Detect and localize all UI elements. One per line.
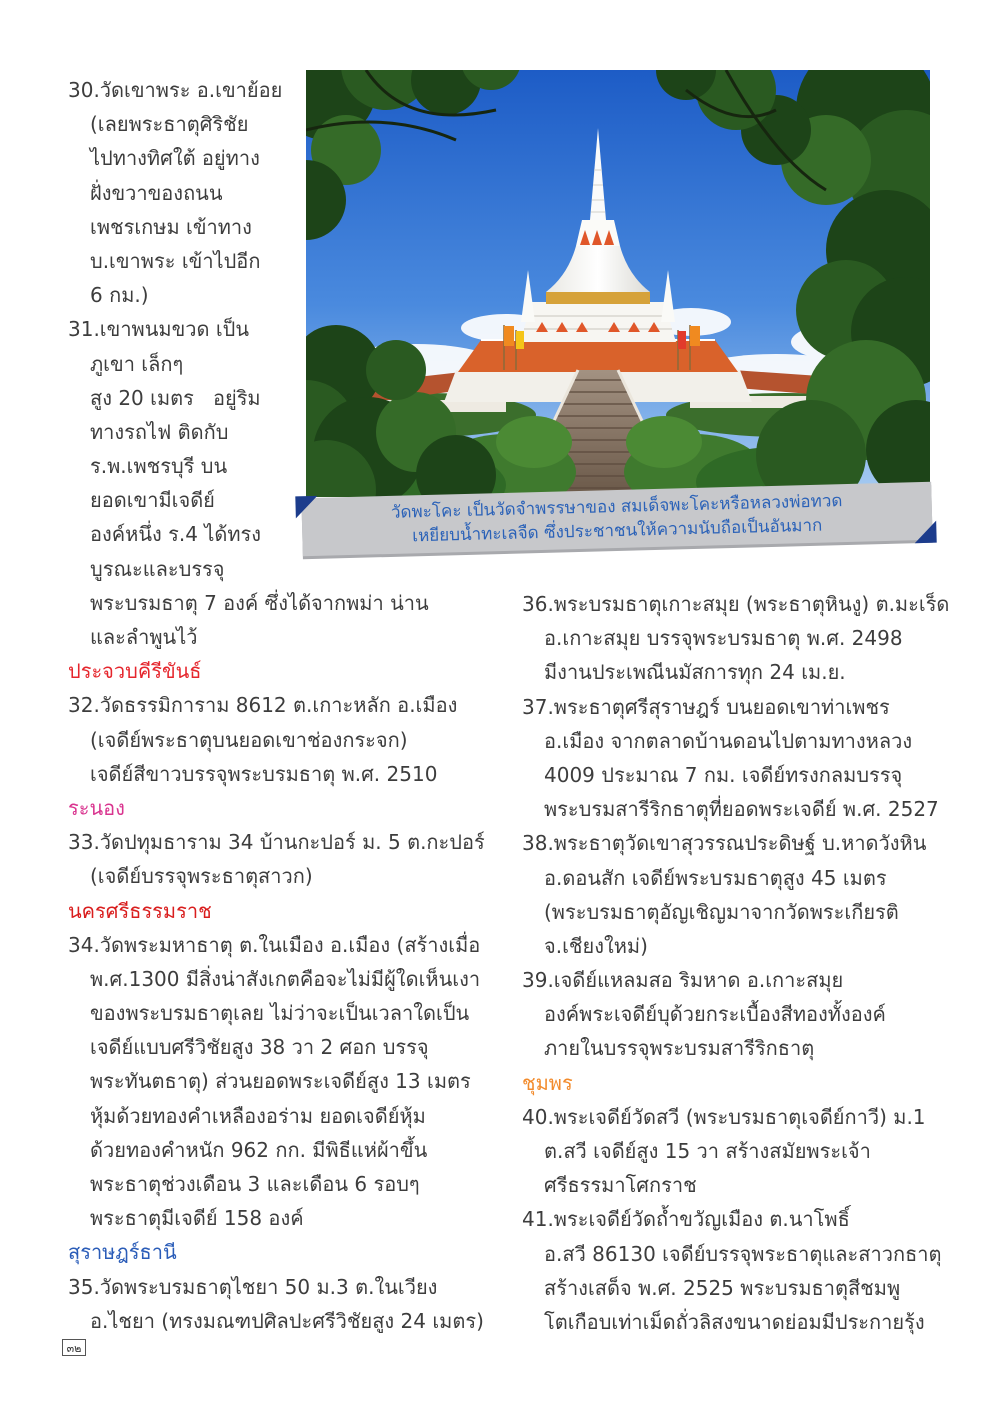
entry-title-line: 35.วัดพระบรมธาตุไชยา 50 ม.3 ต.ในเวียง [68, 1274, 438, 1299]
entry-text-line: อ.เมือง จากตลาดบ้านดอนไปตามทางหลวง [544, 728, 913, 753]
entry-title-line: 38.พระธาตุวัดเขาสุวรรณประดิษฐ์ บ.หาดวังหิน [522, 831, 927, 856]
entry-item [68, 1270, 488, 1338]
caption-line: วัดพะโคะ เป็นวัดจำพรรษาของ สมเด็จพะโคะหรือหลวงพ่อทวด [390, 491, 843, 523]
caption-line: เหยียบน้ำทะเลจืด ซึ่งประชาชนให้ความนับถือเป็นอันมาก [412, 515, 823, 547]
right-column [522, 587, 950, 1339]
entry-text-line: พระบรมสารีริกธาตุที่ยอดพระเจดีย์ พ.ศ. 2527 [544, 797, 939, 822]
entry-item [68, 928, 488, 1236]
entry-text-line: ร.พ.เพชรบุรี บน [90, 454, 228, 479]
entry-text-line: ภายในบรรจุพระบรมสารีริกธาตุ [544, 1036, 815, 1061]
entry-text-line: ทางรถไฟ ติดกับ [90, 419, 229, 444]
entry-text-line: (เจดีย์บรรจุพระธาตุสาวก) [90, 864, 313, 889]
entry-title-line: 39.เจดีย์แหลมสอ ริมหาด อ.เกาะสมุย [522, 968, 844, 993]
entry-text-line: 6 กม.) [90, 283, 149, 308]
entry-text-line: มีงานประเพณีนมัสการทุก 24 เม.ย. [544, 660, 846, 685]
entry-text-line: (เลยพระธาตุศิริชัย [90, 112, 249, 137]
entry-text-line: ศรีธรรมาโศกราช [544, 1173, 697, 1198]
temple-photo [306, 70, 930, 497]
entry-text-line: เพชรเกษม เข้าทาง [90, 214, 252, 239]
province-heading: สุราษฎร์ธานี [68, 1240, 177, 1265]
entry-title-line: 32.วัดธรรมิการาม 8612 ต.เกาะหลัก อ.เมือง [68, 693, 458, 718]
province-heading: นครศรีธรรมราช [68, 898, 212, 923]
entry-text-line: เจดีย์แบบศรีวิชัยสูง 38 วา 2 ศอก บรรจุ [90, 1035, 429, 1060]
entry-text-line: เจดีย์สีขาวบรรจุพระบรมธาตุ พ.ศ. 2510 [90, 761, 438, 786]
entry-text-line: บูรณะและบรรจุ [90, 556, 225, 581]
entry-item [522, 963, 942, 1066]
entry-text-line: อ.ไชยา (ทรงมณฑปศิลปะศรีวิชัยสูง 24 เมตร) [90, 1308, 484, 1333]
entry-text-line: องค์พระเจดีย์บุด้วยกระเบื้องสีทองทั้งองค์ [544, 1002, 886, 1027]
entry-text-line: ยอดเขามีเจดีย์ [90, 488, 215, 513]
entry-item [68, 688, 488, 791]
entry-item [522, 1202, 942, 1339]
entry-text-line: ด้วยทองคำหนัก 962 กก. มีพิธีแห่ผ้าขึ้น [90, 1137, 428, 1162]
entry-title-line: 34.วัดพระมหาธาตุ ต.ในเมือง อ.เมือง (สร้างเมื่อ [68, 932, 481, 957]
page-number: ๓๒ [62, 1339, 86, 1356]
entry-title-line: 40.พระเจดีย์วัดสวี (พระบรมธาตุเจดีย์กาวี) ม.1 [522, 1104, 926, 1129]
entry-text-line: ต.สวี เจดีย์สูง 15 วา สร้างสมัยพระเจ้า [544, 1139, 871, 1163]
province-heading: ชุมพร [522, 1070, 573, 1095]
temple-photo-image [306, 70, 930, 497]
entry-text-line: บ.เขาพระ เข้าไปอีก [90, 248, 261, 273]
entry-text-line: พระทันตธาตุ) ส่วนยอดพระเจดีย์สูง 13 เมตร [90, 1069, 471, 1094]
entry-text-line: อ.เกาะสมุย บรรจุพระบรมธาตุ พ.ศ. 2498 [544, 626, 903, 651]
province-heading: ระนอง [68, 795, 125, 820]
entry-text-line: สร้างเสด็จ พ.ศ. 2525 พระบรมธาตุสีชมพู [544, 1275, 901, 1300]
province-heading: ประจวบคีรีขันธ์ [68, 659, 202, 684]
entry-text-line: (พระบรมธาตุอัญเชิญมาจากวัดพระเกียรติ [544, 899, 899, 924]
entry-item [522, 1100, 942, 1203]
entry-text-line: ฝั่งขวาของถนน [90, 180, 223, 205]
entry-text-line: พ.ศ.1300 มีสิ่งน่าสังเกตคือจะไม่มีผู้ใดเห็นเงา [90, 966, 481, 991]
entry-text-line: อ.ดอนสัก เจดีย์พระบรมธาตุสูง 45 เมตร [544, 865, 887, 890]
entry-title-line: 31.เขาพนมขวด เป็น [68, 317, 250, 342]
entry-text-line: พระบรมธาตุ 7 องค์ ซึ่งได้จากพม่า น่าน [90, 590, 429, 615]
entry-title-line: 30.วัดเขาพระ อ.เขาย้อย [68, 78, 283, 102]
entry-title-line: 37.พระธาตุศรีสุราษฎร์ บนยอดเขาท่าเพชร [522, 694, 890, 719]
entry-item [68, 825, 488, 893]
entry-title-line: 36.พระบรมธาตุเกาะสมุย (พระธาตุหินงู) ต.มะเร็ด [522, 592, 950, 616]
entry-text-line: และลำพูนไว้ [90, 625, 198, 649]
entry-text-line: โตเกือบเท่าเม็ดถั่วลิสงขนาดย่อมมีประกายรุ้ง [544, 1309, 925, 1334]
entry-text-line: 4009 ประมาณ 7 กม. เจดีย์ทรงกลมบรรจุ [544, 762, 903, 787]
entry-text-line: พระธาตุช่วงเดือน 3 และเดือน 6 รอบๆ [90, 1172, 420, 1196]
entry-text-line: ไปทางทิศใต้ อยู่ทาง [90, 146, 260, 171]
entry-item [522, 690, 942, 827]
entry-text-line: อ.สวี 86130 เจดีย์บรรจุพระธาตุและสาวกธาตุ [544, 1241, 942, 1266]
entry-title-line: 33.วัดปทุมธาราม 34 บ้านกะปอร์ ม. 5 ต.กะปอร์ [68, 830, 485, 855]
entry-text-line: จ.เชียงใหม่) [544, 933, 648, 958]
entry-text-line: พระธาตุมีเจดีย์ 158 องค์ [90, 1206, 304, 1231]
entry-title-line: 41.พระเจดีย์วัดถ้ำขวัญเมือง ต.นาโพธิ์ [522, 1207, 850, 1232]
entry-item [522, 826, 942, 963]
entry-text-line: สูง 20 เมตร อยู่ริม [90, 385, 261, 410]
entry-item [522, 587, 950, 690]
entry-text-line: ของพระบรมธาตุเลย ไม่ว่าจะเป็นเวลาใดเป็น [90, 1001, 470, 1026]
entry-text-line: องค์หนึ่ง ร.4 ได้ทรง [90, 522, 262, 547]
entry-text-line: หุ้มด้วยทองคำเหลืองอร่าม ยอดเจดีย์หุ้ม [90, 1103, 426, 1128]
entry-text-line: (เจดีย์พระธาตุบนยอดเขาช่องกระจก) [90, 727, 408, 752]
entry-text-line: ภูเขา เล็กๆ [90, 351, 184, 376]
caption-corner-decoration [295, 496, 318, 519]
caption-corner-decoration [914, 521, 937, 544]
